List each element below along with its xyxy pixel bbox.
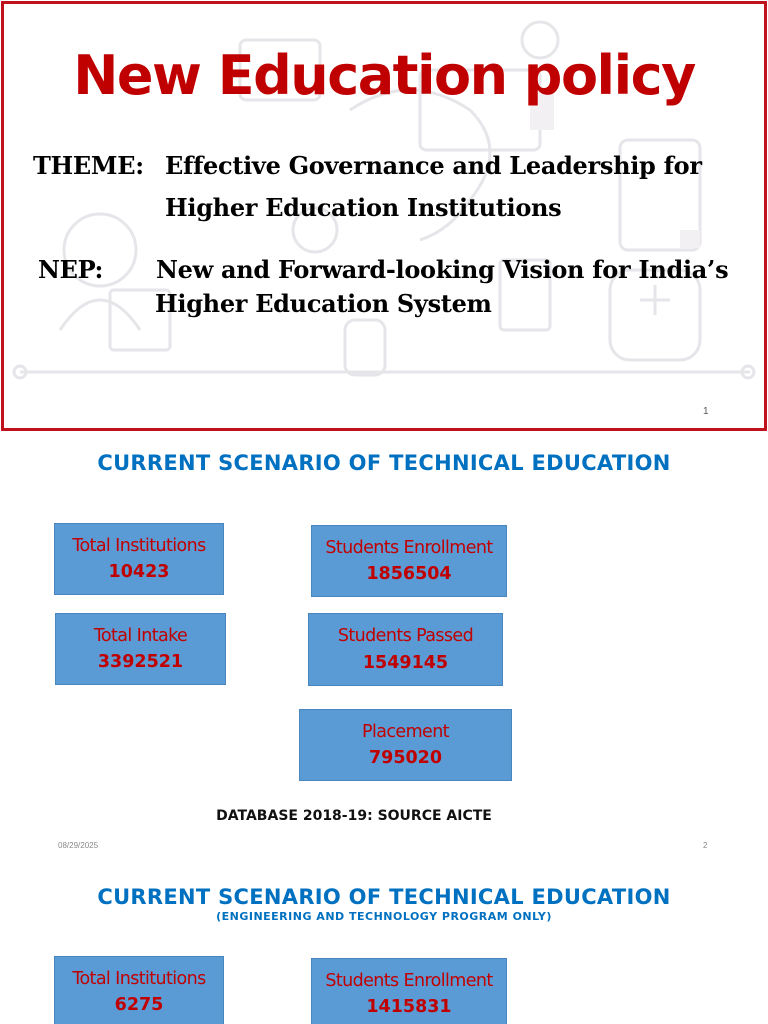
stat-value: 3392521 (97, 652, 184, 672)
stat-students-passed (308, 613, 503, 686)
slide-title: New Education policy (73, 44, 695, 107)
stat-total-institutions (54, 956, 224, 1024)
stat-total-intake (55, 613, 226, 685)
stat-value: 1549145 (362, 652, 449, 673)
slide-heading: CURRENT SCENARIO OF TECHNICAL EDUCATION (97, 885, 671, 909)
stat-label: Students Enrollment (325, 970, 493, 991)
stat-label: Students Passed (337, 626, 474, 647)
slide-3 (0, 864, 768, 1024)
stat-students-enrollment (311, 525, 507, 597)
stat-placement (299, 709, 512, 781)
stat-label: Students Enrollment (325, 537, 493, 558)
theme-line-1: Effective Governance and Leadership for (165, 151, 702, 180)
stat-label: Total Institutions (72, 968, 206, 989)
theme-line-2: Higher Education Institutions (165, 193, 562, 222)
stat-value: 1415831 (366, 997, 452, 1017)
slide-number: 1 (703, 406, 709, 417)
stat-value: 795020 (368, 748, 443, 768)
stat-label: Total Intake (93, 625, 188, 646)
nep-line-2: Higher Education System (155, 289, 492, 318)
stat-value: 10423 (108, 562, 170, 582)
slide-number: 2 (703, 841, 708, 850)
data-source: DATABASE 2018-19: SOURCE AICTE (216, 808, 492, 824)
nep-line-1: New and Forward-looking Vision for India’s (156, 255, 729, 284)
slide-subheading: (ENGINEERING AND TECHNOLOGY PROGRAM ONLY) (216, 910, 552, 923)
stat-value: 1856504 (366, 564, 452, 584)
slide-2 (0, 432, 768, 864)
stat-value: 6275 (114, 995, 164, 1015)
slide-date: 08/29/2025 (58, 841, 99, 850)
stat-label: Total Institutions (72, 535, 206, 556)
slide-heading: CURRENT SCENARIO OF TECHNICAL EDUCATION (97, 451, 671, 475)
theme-label: THEME: (33, 151, 144, 180)
nep-label: NEP: (38, 255, 104, 284)
stat-students-enrollment (311, 958, 507, 1024)
slide-1 (0, 0, 768, 432)
stat-total-institutions (54, 523, 224, 595)
stat-label: Placement (362, 721, 449, 742)
